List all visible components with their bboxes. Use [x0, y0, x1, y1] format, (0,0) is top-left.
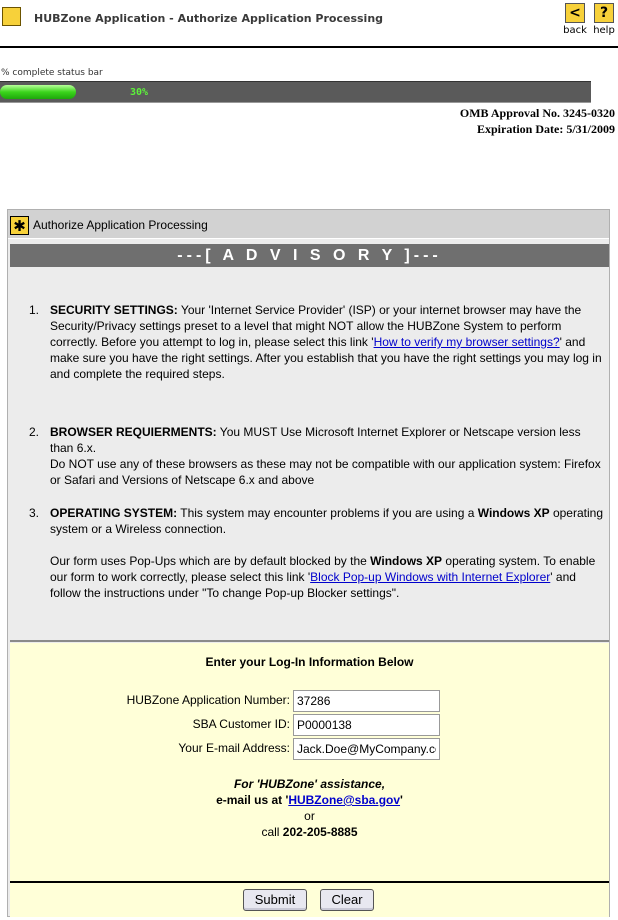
assistance-email-line	[10, 792, 609, 808]
call-text: call	[261, 825, 283, 839]
item-text	[50, 505, 606, 601]
progress-caption: % complete status bar	[1, 68, 103, 78]
page-title: HUBZone Application - Authorize Application Processing	[34, 12, 384, 25]
windows-xp-text: Windows XP	[370, 554, 443, 568]
omb-info	[460, 105, 615, 137]
asterisk-icon: ✱	[10, 216, 29, 235]
item-body: This system may encounter problems if you are using a	[177, 506, 478, 520]
item-number: 3.	[29, 506, 40, 520]
submit-button[interactable]: Submit	[243, 889, 307, 911]
panel-title: Authorize Application Processing	[33, 218, 208, 232]
assistance-heading: For 'HUBZone' assistance,	[233, 777, 386, 791]
item-body-cont: operating system or a Wireless connection.	[50, 506, 603, 536]
back-arrow-icon: <	[565, 3, 585, 23]
omb-expiration: Expiration Date: 5/31/2009	[477, 122, 615, 136]
popup-text: Our form uses Pop-Ups which are by default blocked by the	[50, 554, 371, 568]
help-button[interactable]	[591, 3, 617, 36]
clear-button[interactable]: Clear	[320, 889, 374, 911]
assistance-phone-line	[10, 824, 609, 840]
email-prefix: e-mail us at '	[216, 793, 289, 807]
email-row	[10, 738, 609, 760]
app-icon	[2, 7, 21, 26]
phone-number: 202-205-8885	[282, 825, 358, 839]
email-label: Your E-mail Address:	[178, 741, 290, 755]
header-divider	[0, 46, 618, 48]
customer-id-input[interactable]	[293, 714, 440, 736]
email-suffix: '	[400, 793, 403, 807]
panel-header	[8, 210, 609, 239]
back-button[interactable]	[562, 3, 588, 36]
application-number-label: HUBZone Application Number:	[126, 693, 290, 707]
progress-percent: 30%	[130, 87, 149, 98]
login-title: Enter your Log-In Information Below	[205, 655, 414, 669]
section-divider	[10, 640, 609, 642]
windows-xp-text: Windows XP	[477, 506, 550, 520]
popup-text-end: ' and follow the instructions under "To change Pop-up Blocker settings".	[50, 570, 576, 600]
button-bar	[10, 881, 609, 917]
item-number: 2.	[29, 425, 40, 439]
item-body-cont: ' and make sure you have the right settings. After you establish that you have the right settings you may log in and complete the required steps.	[50, 335, 602, 381]
item-body: Your 'Internet Service Provider' (ISP) or your internet browser may have the Security/Privacy settings preset to a level that might NOT allow the HUBZone System to perform correctly. Before you attempt to log in, please select this link '	[50, 303, 582, 349]
popup-text-cont: operating system. To enable our form to work correctly, please select this link '	[50, 554, 596, 584]
item-text	[50, 424, 606, 488]
item-heading: BROWSER REQUIERMENTS:	[50, 425, 217, 439]
back-label: back	[563, 25, 587, 36]
item-body: You MUST Use Microsoft Internet Explorer or Netscape version less than 6.x.	[50, 425, 581, 455]
progress-fill	[0, 85, 76, 99]
authorize-panel	[7, 209, 610, 917]
item-text	[50, 302, 606, 382]
email-input[interactable]	[293, 738, 440, 760]
login-section	[10, 643, 609, 881]
assistance-info	[10, 776, 609, 840]
application-number-row	[10, 690, 609, 712]
item-body-cont: Do NOT use any of these browsers as these may not be compatible with our application system: Firefox or Safari and Versions of Netscape 6.x and above	[50, 457, 601, 487]
progress-bar	[0, 81, 591, 103]
assistance-or: or	[304, 809, 315, 823]
hubzone-email-link[interactable]: HUBZone@sba.gov	[288, 793, 401, 807]
verify-browser-settings-link[interactable]: How to verify my browser settings?	[373, 335, 560, 349]
block-popup-windows-link[interactable]: Block Pop-up Windows with Internet Explorer	[310, 570, 551, 584]
customer-id-label: SBA Customer ID:	[192, 717, 290, 731]
application-number-input[interactable]	[293, 690, 440, 712]
advisory-banner: ---[ A D V I S O R Y ]---	[10, 244, 609, 267]
item-heading: SECURITY SETTINGS:	[50, 303, 178, 317]
item-number: 1.	[29, 303, 40, 317]
omb-approval: OMB Approval No. 3245-0320	[459, 106, 615, 120]
customer-id-row	[10, 714, 609, 736]
help-question-icon: ?	[594, 3, 614, 23]
item-heading: OPERATING SYSTEM:	[50, 506, 178, 520]
help-label: help	[593, 25, 615, 36]
